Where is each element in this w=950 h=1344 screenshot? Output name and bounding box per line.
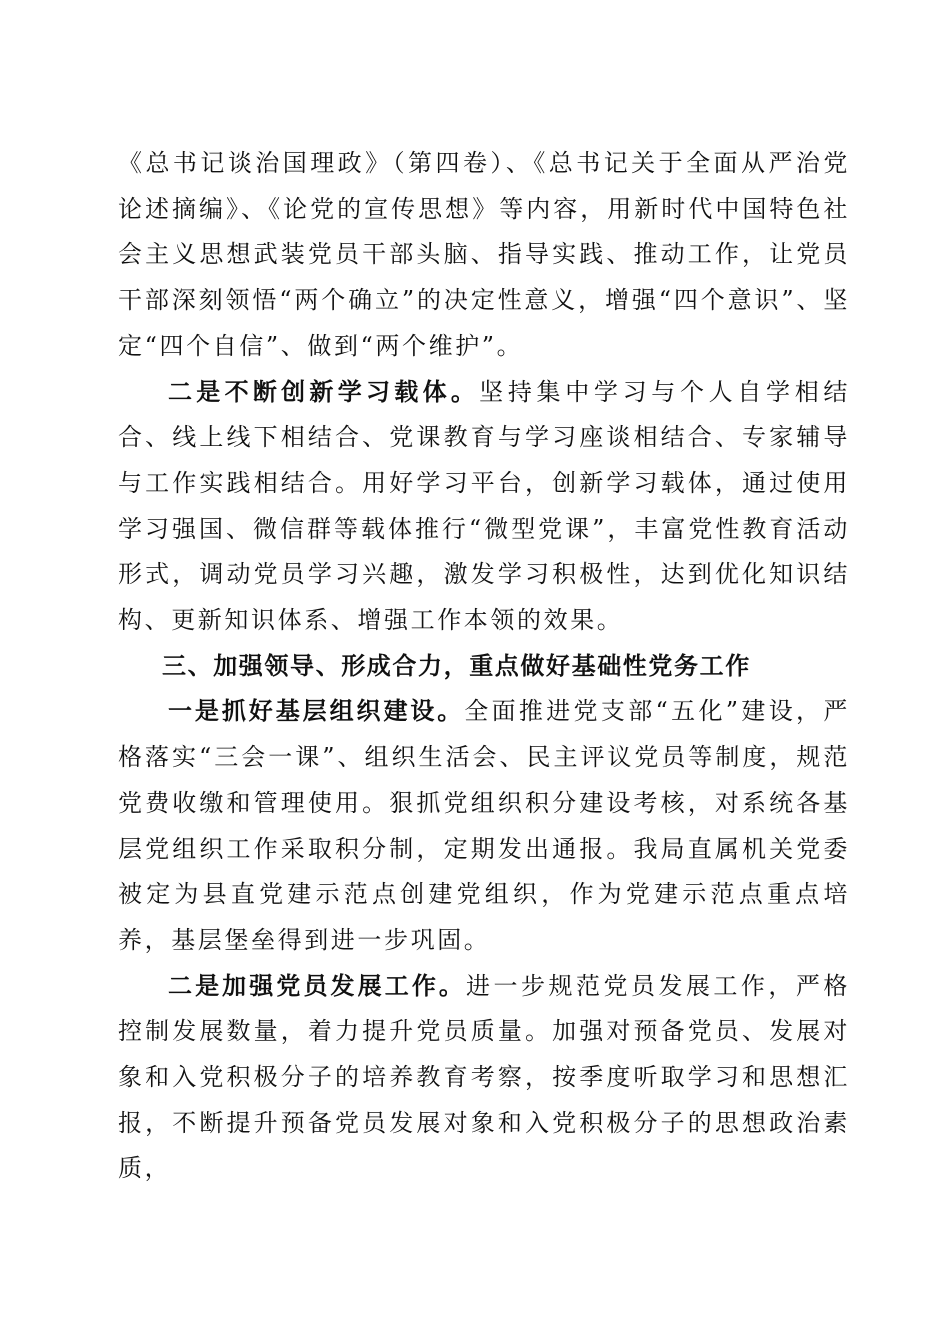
paragraph-text: 坚持集中学习与个人自学相结合、线上线下相结合、党课教育与学习座谈相结合、专家辅导与工作实践相结合。用好学习平台，创新学习载体，通过使用学习强国、微信群等载体推行“微型党课”，丰富党性教育活动形式，调动党员学习兴趣，激发学习积极性，达到优化知识结构、更新知识体系、增强工作本领的效果。: [118, 377, 850, 635]
paragraph-lead: 二是加强党员发展工作。: [168, 971, 467, 1000]
section-heading: 三、加强领导、形成合力，重点做好基础性党务工作: [162, 651, 751, 680]
paragraph-lead: 二是不断创新学习载体。: [168, 377, 480, 406]
paragraph-innovate-carriers: [118, 370, 850, 644]
paragraph-lead: 一是抓好基层组织建设。: [168, 697, 465, 726]
paragraph-study-materials: [118, 141, 850, 370]
paragraph-member-development: [118, 964, 850, 1193]
paragraph-text: 《总书记谈治国理政》（第四卷）、《总书记关于全面从严治党论述摘编》、《论党的宣传思想》等内容，用新时代中国特色社会主义思想武装党员干部头脑、指导实践、推动工作，让党员干部深刻领悟“两个确立”的决定性意义，增强“四个意识”、坚定“四个自信”、做到“两个维护”。: [118, 149, 850, 360]
paragraph-grassroots-organization: [118, 689, 850, 963]
document-body: [118, 141, 850, 1192]
paragraph-text: 进一步规范党员发展工作，严格控制发展数量，着力提升党员质量。加强对预备党员、发展对象和入党积极分子的培养教育考察，按季度听取学习和思想汇报，不断提升预备党员发展对象和入党积极分子的思想政治素质，: [118, 971, 851, 1183]
paragraph-text: 全面推进党支部“五化”建设，严格落实“三会一课”、组织生活会、民主评议党员等制度，规范党费收缴和管理使用。狠抓党组织积分建设考核，对系统各基层党组织工作采取积分制，定期发出通报。我局直属机关党委被定为县直党建示范点创建党组织，作为党建示范点重点培养，基层堡垒得到进一步巩固。: [118, 697, 850, 954]
